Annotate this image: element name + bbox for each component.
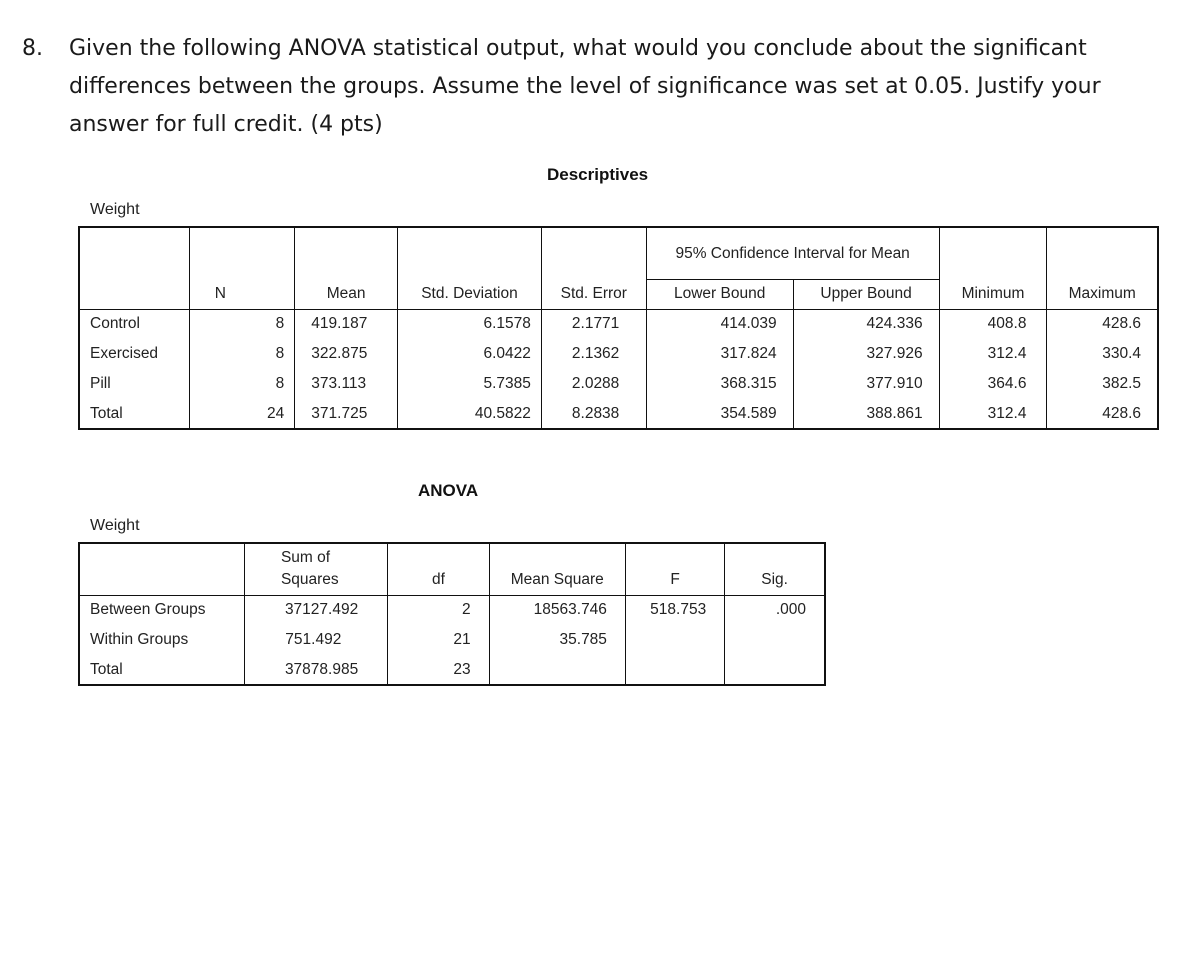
- descriptives-title: Descriptives: [547, 165, 649, 184]
- cell-maximum: 428.6: [1047, 309, 1158, 339]
- descriptives-header-row-2: [79, 279, 1158, 309]
- cell-lower-bound: 414.039: [646, 309, 793, 339]
- cell-std-error: 8.2838: [541, 399, 646, 429]
- cell-mean-square: [489, 655, 625, 685]
- cell-mean-square: 35.785: [489, 625, 625, 655]
- cell-df: 23: [388, 655, 489, 685]
- row-label: Between Groups: [90, 601, 206, 619]
- cell-sig: [725, 655, 825, 685]
- row-label: Pill: [90, 375, 111, 392]
- col-df: df: [388, 543, 489, 595]
- cell-upper-bound: 424.336: [793, 309, 939, 339]
- descriptives-header-row-1: [79, 227, 1158, 279]
- row-label: Within Groups: [90, 631, 189, 648]
- cell-maximum: 330.4: [1047, 339, 1158, 369]
- cell-std-error: 2.1362: [541, 339, 646, 369]
- table-row: [79, 399, 1158, 429]
- cell-f: [625, 655, 724, 685]
- question-block: [0, 30, 1190, 144]
- cell-df: 2: [388, 595, 489, 625]
- row-label: Exercised: [90, 345, 159, 362]
- cell-std-deviation: 5.7385: [398, 369, 542, 399]
- anova-table: [78, 542, 826, 686]
- col-f: F: [625, 543, 724, 595]
- cell-f: 518.753: [625, 595, 724, 625]
- anova-variable-label: Weight: [90, 517, 140, 534]
- table-row: [79, 339, 1158, 369]
- cell-std-error: 2.1771: [541, 309, 646, 339]
- col-std-deviation: Std. Deviation: [398, 279, 542, 309]
- cell-std-deviation: 6.0422: [398, 339, 542, 369]
- table-row: [79, 309, 1158, 339]
- row-label: Total: [90, 660, 123, 678]
- cell-mean: 373.113: [295, 369, 398, 399]
- cell-maximum: 382.5: [1047, 369, 1158, 399]
- col-maximum: Maximum: [1047, 279, 1158, 309]
- cell-n: 24: [190, 399, 295, 429]
- cell-std-deviation: 6.1578: [398, 309, 542, 339]
- cell-mean: 419.187: [295, 309, 398, 339]
- cell-std-deviation: 40.5822: [398, 399, 542, 429]
- anova-header-row: [79, 543, 825, 595]
- descriptives-variable-label: Weight: [90, 201, 140, 218]
- cell-mean: 322.875: [295, 339, 398, 369]
- cell-lower-bound: 317.824: [646, 339, 793, 369]
- cell-minimum: 408.8: [939, 309, 1047, 339]
- question-number: 8.: [22, 36, 43, 61]
- cell-n: 8: [190, 309, 295, 339]
- col-mean: Mean: [295, 279, 398, 309]
- cell-df: 21: [388, 625, 489, 655]
- cell-minimum: 312.4: [939, 399, 1047, 429]
- cell-n: 8: [190, 339, 295, 369]
- table-row: [79, 369, 1158, 399]
- cell-sig: .000: [725, 595, 825, 625]
- table-row: [79, 655, 825, 685]
- ci-group-header: 95% Confidence Interval for Mean: [646, 227, 939, 279]
- table-row: [79, 625, 825, 655]
- cell-upper-bound: 388.861: [793, 399, 939, 429]
- cell-mean: 371.725: [295, 399, 398, 429]
- col-minimum: Minimum: [939, 279, 1047, 309]
- col-n: N: [190, 279, 295, 309]
- col-sig: Sig.: [725, 543, 825, 595]
- table-row: [79, 595, 825, 625]
- cell-sum-of-squares: 37127.492: [244, 595, 387, 625]
- cell-sum-of-squares: 751.492: [244, 625, 387, 655]
- cell-minimum: 364.6: [939, 369, 1047, 399]
- row-label: Control: [90, 315, 140, 333]
- cell-maximum: 428.6: [1047, 399, 1158, 429]
- cell-upper-bound: 327.926: [793, 339, 939, 369]
- col-sum-of-squares-line1: Sum of: [280, 549, 331, 567]
- cell-std-error: 2.0288: [541, 369, 646, 399]
- cell-n: 8: [190, 369, 295, 399]
- cell-lower-bound: 368.315: [646, 369, 793, 399]
- question-text: Given the following ANOVA statistical output, what would you conclude about the significant differences between the groups. Assume the level of significance was set at 0.05. Justify your answer for full credit. (4 pts): [69, 36, 1101, 137]
- cell-minimum: 312.4: [939, 339, 1047, 369]
- col-mean-square: Mean Square: [489, 543, 625, 595]
- cell-lower-bound: 354.589: [646, 399, 793, 429]
- cell-f: [625, 625, 724, 655]
- cell-sig: [725, 625, 825, 655]
- col-sum-of-squares-line2: Squares: [280, 571, 339, 589]
- col-sum-of-squares: [244, 543, 387, 595]
- descriptives-table: [78, 226, 1159, 430]
- col-upper-bound: Upper Bound: [793, 279, 939, 309]
- cell-sum-of-squares: 37878.985: [244, 655, 387, 685]
- row-label: Total: [90, 404, 123, 422]
- col-std-error: Std. Error: [541, 279, 646, 309]
- anova-title: ANOVA: [418, 481, 479, 500]
- cell-mean-square: 18563.746: [489, 595, 625, 625]
- col-lower-bound: Lower Bound: [646, 279, 793, 309]
- cell-upper-bound: 377.910: [793, 369, 939, 399]
